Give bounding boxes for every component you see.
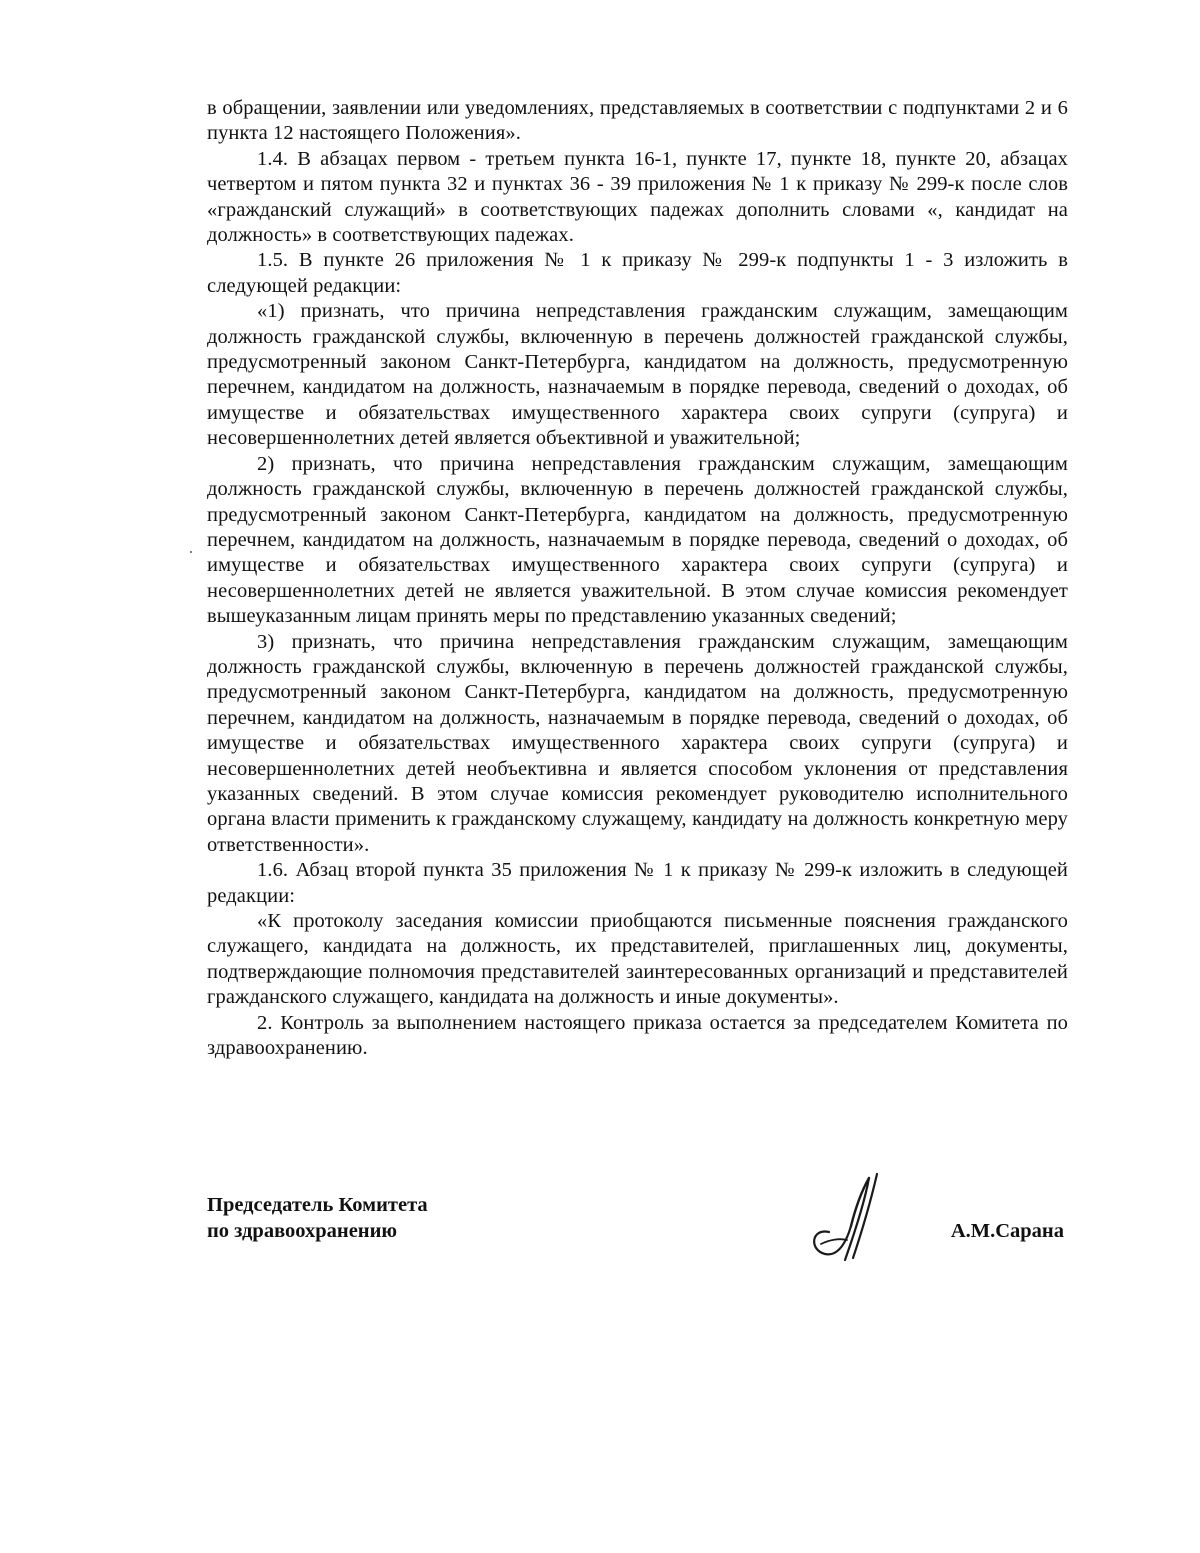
paragraph-subitem-2: 2) признать, что причина непредставления гражданским служащим, замещающим должность гражданской службы, включенную в перечень должностей гражданской службы, предусмотренный законом Санкт-Петербурга, кандидатом на должность, предусмотренную перечнем, кандидатом на должность, назначаемым в порядке перевода, сведений о доходах, об имуществе и обязательствах имущественного характера своих супруги (супруга) и несовершеннолетних детей не является уважительной. В этом случае комиссия рекомендует вышеуказанным лицам принять меры по представлению указанных сведений;	[207, 452, 1068, 628]
paragraph-continuation: в обращении, заявлении или уведомлениях, представляемых в соответствии с подпунктами 2 и 6 пункта 12 настоящего Положения».	[207, 97, 1068, 145]
paragraph-1-5: 1.5. В пункте 26 приложения № 1 к приказу № 299-к подпункты 1 - 3 изложить в следующей редакции:	[207, 249, 1068, 297]
paragraph-subitem-3: 3) признать, что причина непредставления гражданским служащим, замещающим должность гражданской службы, включенную в перечень должностей гражданской службы, предусмотренный законом Санкт-Петербурга, кандидатом на должность, предусмотренную перечнем, кандидатом на должность, назначаемым в порядке перевода, сведений о доходах, об имуществе и обязательствах имущественного характера своих супруги (супруга) и несовершеннолетних детей необъективна и является способом уклонения от представления указанных сведений. В этом случае комиссия рекомендует руководителю исполнительного органа власти применить к гражданскому служащему, кандидату на должность конкретную меру ответственности».	[207, 630, 1068, 856]
paragraph-subitem-1: «1) признать, что причина непредставления гражданским служащим, замещающим должность гражданской службы, включенную в перечень должностей гражданской службы, предусмотренный законом Санкт-Петербурга, кандидатом на должность, предусмотренную перечнем, кандидатом на должность, назначаемым в порядке перевода, сведений о доходах, об имуществе и обязательствах имущественного характера своих супруги (супруга) и несовершеннолетних детей является объективной и уважительной;	[207, 300, 1068, 450]
signatory-title-line-1: Председатель Комитета	[207, 1194, 428, 1216]
signatory-name: А.М.Сарана	[950, 1220, 1064, 1242]
paragraph-1-4: 1.4. В абзацах первом - третьем пункта 16-1, пункте 17, пункте 18, пункте 20, абзацах четвертом и пятом пункта 32 и пунктах 36 - 39 приложения № 1 к приказу № 299-к после слов «гражданский служащий» в соответствующих падежах дополнить словами «, кандидат на должность» в соответствующих падежах.	[207, 147, 1068, 247]
paragraph-2-control: 2. Контроль за выполнением настоящего приказа остается за председателем Комитета по здравоохранению.	[207, 1011, 1068, 1060]
signatory-title	[207, 1192, 428, 1244]
handwritten-signature-icon	[799, 1170, 889, 1265]
document-body	[207, 96, 1068, 1061]
signatory-title-line-2: по здравоохранению	[207, 1220, 398, 1242]
signature-block	[207, 1192, 1068, 1272]
scan-artifact	[190, 551, 192, 553]
paragraph-protocol-quote: «К протоколу заседания комиссии приобщаются письменные пояснения гражданского служащего, кандидата на должность, их представителей, приглашенных лиц, документы, подтверждающие полномочия представителей заинтересованных организаций и представителей гражданского служащего, кандидата на должность и иные документы».	[207, 910, 1068, 1009]
paragraph-1-6: 1.6. Абзац второй пункта 35 приложения № 1 к приказу № 299-к изложить в следующей редакции:	[207, 859, 1068, 907]
